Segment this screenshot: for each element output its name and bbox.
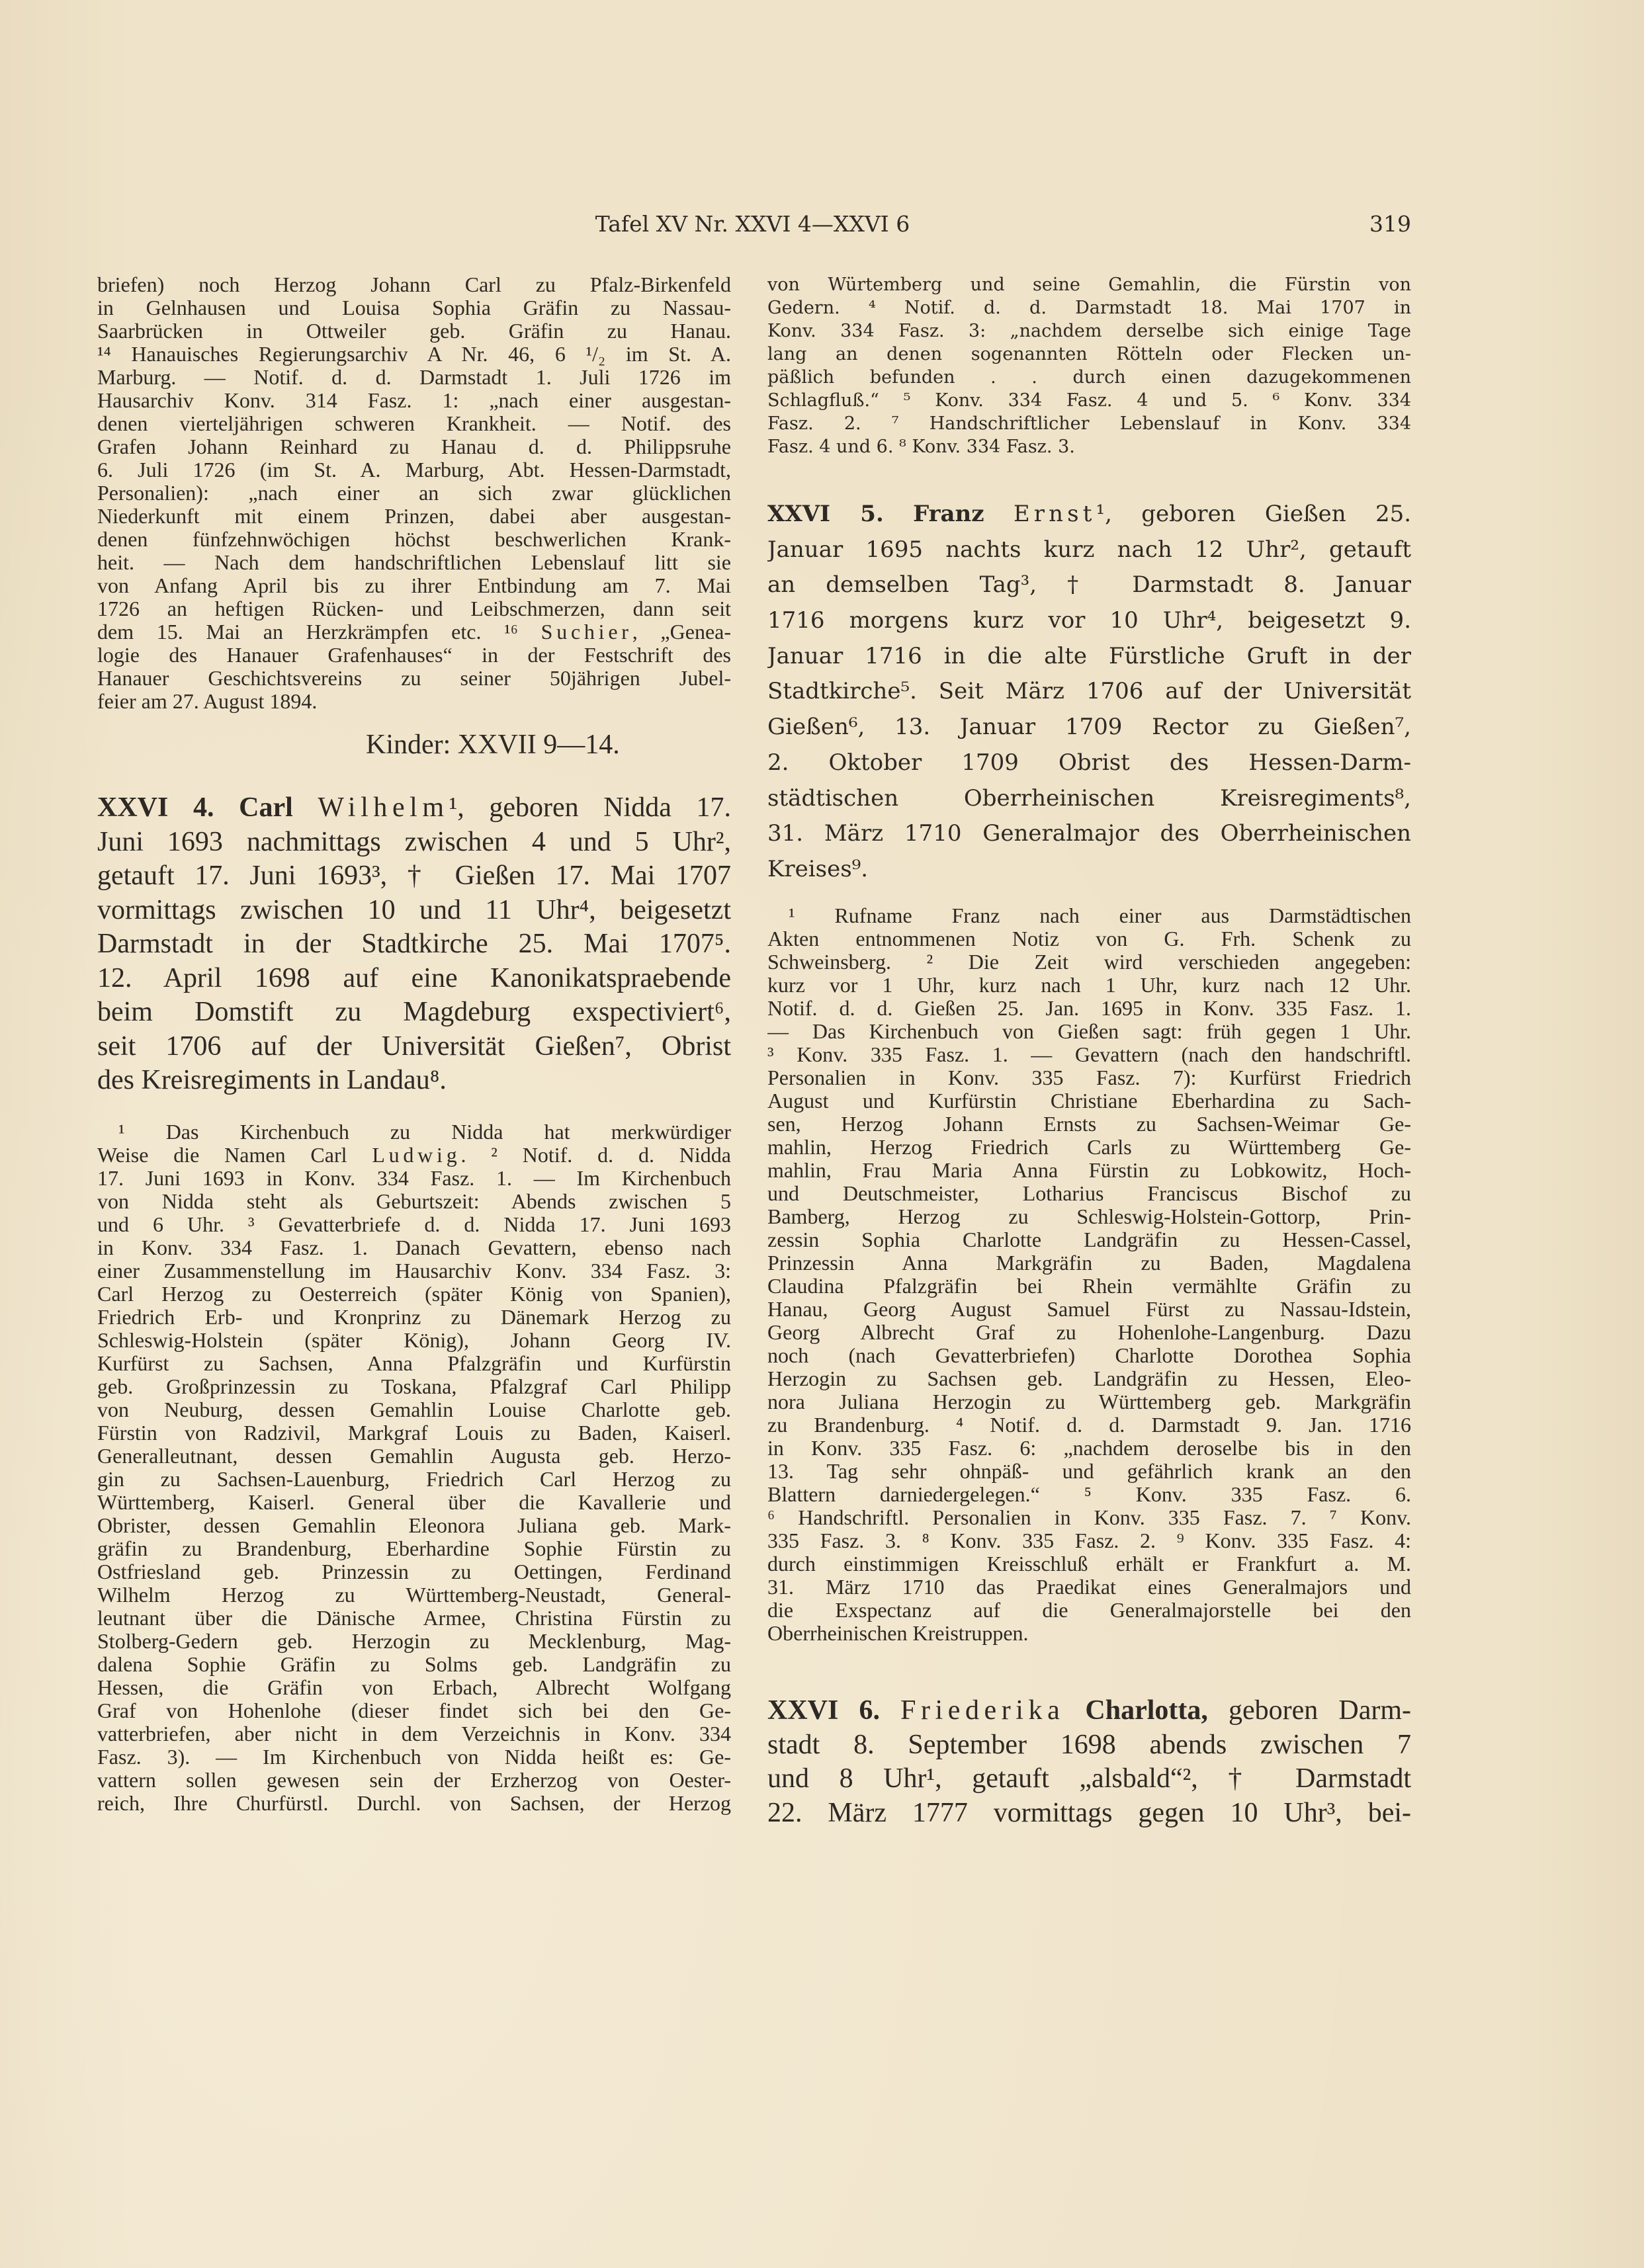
text-line: dalena Sophie Gräfin zu Solms geb. Landgräfin zu (97, 1653, 731, 1676)
text-line: von Neuburg, dessen Gemahlin Louise Charlotte geb. (97, 1398, 731, 1421)
text-line: denen vierteljährigen schweren Krankheit. — Notif. des (97, 412, 731, 435)
text-line: getauft 17. Juni 1693³, † Gießen 17. Mai 1707 (97, 861, 731, 891)
text-line: Konv. 334 Fasz. 3: „nachdem derselbe sich einige Tage (767, 321, 1411, 341)
text-line: beim Domstift zu Magdeburg exspectiviert⁶, (97, 997, 731, 1027)
text-line: Januar 1716 in die alte Fürstliche Gruft in der (767, 642, 1411, 669)
bold-text: Charlotta, (1085, 1695, 1208, 1726)
text-segment: geboren Darm- (1207, 1695, 1411, 1726)
text-line: städtischen Oberrheinischen Kreisregiments⁸, (767, 784, 1411, 812)
text-line (767, 1694, 1411, 1728)
text-line: zessin Sophia Charlotte Landgräfin zu Hessen-Cassel, (767, 1228, 1411, 1251)
text-line: 31. März 1710 das Praedikat eines Generalmajors und (767, 1575, 1411, 1599)
text-line: vormittags zwischen 10 und 11 Uhr⁴, beigesetzt (97, 894, 731, 925)
text-line: 12. April 1698 auf eine Kanonikatspraebende (97, 962, 731, 993)
entry-xxvi-4-footnotes (97, 1120, 731, 1815)
text-line: noch (nach Gevatterbriefen) Charlotte Dorothea Sophia (767, 1344, 1411, 1367)
text-line: und 8 Uhr¹, getauft „alsbald“², † Darmstadt (767, 1763, 1411, 1794)
text-line: Kurfürst zu Sachsen, Anna Pfalzgräfin und Kurfürstin (97, 1352, 731, 1375)
text-line: Saarbrücken in Ottweiler geb. Gräfin zu Hanau. (97, 319, 731, 343)
text-line: 6. Juli 1726 (im St. A. Marburg, Abt. Hessen-Darmstadt, (97, 458, 731, 482)
text-line: Generalleutnant, dessen Gemahlin Augusta geb. Herzo- (97, 1445, 731, 1468)
text-segment: . ² Notif. d. d. Nidda (460, 1144, 731, 1167)
bold-text: Carl (239, 792, 293, 823)
text-line: in Konv. 334 Fasz. 1. Danach Gevattern, ebenso nach (97, 1236, 731, 1259)
spaced-name: Wilhelm (318, 792, 449, 823)
text-line: in Konv. 335 Fasz. 6: „nachdem deroselbe bis in den (767, 1437, 1411, 1460)
text-line: 17. Juni 1693 in Konv. 334 Fasz. 1. — Im Kirchenbuch (97, 1167, 731, 1190)
text-line: Darmstadt in der Stadtkirche 25. Mai 1707⁵. (97, 929, 731, 959)
running-header: Tafel XV Nr. XXVI 4—XXVI 6 (595, 211, 910, 237)
children-reference: Kinder: XXVII 9—14. (366, 730, 620, 760)
text-line: denen fünfzehnwöchigen höchst beschwerlichen Krank- (97, 528, 731, 551)
text-line: reich, Ihre Churfürstl. Durchl. von Sachsen, der Herzog (97, 1792, 731, 1815)
text-line: Personalien): „nach einer an sich zwar glücklichen (97, 482, 731, 505)
spaced-name: Friederika (900, 1695, 1065, 1726)
text-line: Gedern. ⁴ Notif. d. d. Darmstadt 18. Mai 1707 in (767, 298, 1411, 318)
text-line: lang an denen sogenannten Rötteln oder Flecken un- (767, 344, 1411, 364)
text-line: an demselben Tag³, † Darmstadt 8. Januar (767, 571, 1411, 599)
text-line: ¹⁴ Hanauisches Regierungsarchiv A Nr. 46, 6 ¹/₂ im St. A. (97, 343, 731, 366)
entry-xxvi-4 (97, 791, 731, 1098)
text-line (97, 791, 731, 825)
text-line: seit 1706 auf der Universität Gießen⁷, Obrist (97, 1030, 731, 1062)
text-line: Graf von Hohenlohe (dieser findet sich bei den Ge- (97, 1699, 731, 1722)
text-line: mahlin, Frau Maria Anna Fürstin zu Lobkowitz, Hoch- (767, 1159, 1411, 1182)
text-line: sen, Herzog Johann Ernsts zu Sachsen-Weimar Ge- (767, 1113, 1411, 1136)
text-line: heit. — Nach dem handschriftlichen Lebenslauf litt sie (97, 551, 731, 574)
text-line: nora Juliana Herzogin zu Württemberg geb. Markgräfin (767, 1390, 1411, 1413)
text-segment: Weise die Namen Carl (97, 1144, 372, 1167)
spaced-name: Ernst (1013, 501, 1096, 527)
text-line: Juni 1693 nachmittags zwischen 4 und 5 Uhr², (97, 826, 731, 857)
text-line: August und Kurfürstin Christiane Eberhardina zu Sach- (767, 1089, 1411, 1113)
text-line: Notif. d. d. Gießen 25. Jan. 1695 in Konv. 335 Fasz. 1. (767, 997, 1411, 1020)
text-segment (214, 792, 239, 823)
text-line: zu Brandenburg. ⁴ Notif. d. d. Darmstadt 9. Jan. 1716 (767, 1413, 1411, 1437)
text-line: Hanauer Geschichtsvereins zu seiner 50jährigen Jubel- (97, 667, 731, 690)
text-segment (984, 501, 1014, 527)
text-line: Stolberg-Gedern geb. Herzogin zu Mecklenburg, Mag- (97, 1630, 731, 1653)
text-line: ⁶ Handschriftl. Personalien in Konv. 335 Fasz. 7. ⁷ Konv. (767, 1506, 1411, 1529)
text-line: Personalien in Konv. 335 Fasz. 7): Kurfürst Friedrich (767, 1066, 1411, 1089)
entry-xxvi-5 (767, 497, 1411, 888)
text-line: ¹ Das Kirchenbuch zu Nidda hat merkwürdiger (118, 1120, 731, 1144)
entry-xxvi-6 (767, 1694, 1411, 1830)
text-line: Marburg. — Notif. d. d. Darmstadt 1. Juli 1726 im (97, 366, 731, 389)
text-line: Oberrheinischen Kreistruppen. (767, 1622, 1029, 1645)
text-line: Fasz. 4 und 6. ⁸ Konv. 334 Fasz. 3. (767, 437, 1075, 457)
text-line: — Das Kirchenbuch von Gießen sagt: früh gegen 1 Uhr. (767, 1020, 1411, 1043)
text-line: 1716 morgens kurz vor 10 Uhr⁴, beigesetzt 9. (767, 607, 1411, 634)
text-line: 1726 an heftigen Rücken- und Leibschmerzen, dann seit (97, 597, 731, 620)
text-line: gräfin zu Brandenburg, Eberhardine Sophie Fürstin zu (97, 1537, 731, 1560)
text-line: feier am 27. August 1894. (97, 690, 318, 713)
entry-xxvi-5-footnotes (767, 904, 1411, 1645)
text-line: Schweinsberg. ² Die Zeit wird verschieden angegeben: (767, 950, 1411, 974)
spaced-name: Ludwig (372, 1144, 461, 1167)
text-line (97, 620, 731, 644)
text-segment: dem 15. Mai an Herzkrämpfen etc. ¹⁶ (97, 620, 541, 644)
text-line: Prinzessin Anna Markgräfin zu Baden, Magdalena (767, 1251, 1411, 1275)
text-line: 31. März 1710 Generalmajor des Oberrheinischen (767, 820, 1411, 847)
text-line: Bamberg, Herzog zu Schleswig-Holstein-Gottorp, Prin- (767, 1205, 1411, 1228)
text-line: 13. Tag sehr ohnpäß- und gefährlich krank an den (767, 1460, 1411, 1483)
text-line: einer Zusammenstellung im Hausarchiv Konv. 334 Fasz. 3: (97, 1259, 731, 1282)
text-segment (884, 501, 913, 527)
text-line: von Würtemberg und seine Gemahlin, die Fürstin von (767, 274, 1411, 295)
text-line: Schlagfluß.“ ⁵ Konv. 334 Fasz. 4 und 5. ⁶ Konv. 334 (767, 390, 1411, 411)
text-line: von Nidda steht als Geburtszeit: Abends zwischen 5 (97, 1190, 731, 1213)
text-line (767, 497, 1411, 532)
text-line: Hanau, Georg August Samuel Fürst zu Nassau-Idstein, (767, 1298, 1411, 1321)
text-line: Fürstin von Radzivil, Markgraf Louis zu Baden, Kaiserl. (97, 1421, 731, 1445)
text-line: päßlich befunden . . durch einen dazugekommenen (767, 367, 1411, 388)
text-line: Herzogin zu Sachsen geb. Landgräfin zu Hessen, Eleo- (767, 1367, 1411, 1390)
text-line: Akten entnommenen Notiz von G. Frh. Schenk zu (767, 927, 1411, 950)
text-line: und 6 Uhr. ³ Gevatterbriefe d. d. Nidda 17. Juni 1693 (97, 1213, 731, 1236)
text-line: Niederkunft mit einem Prinzen, dabei aber ausgestan- (97, 505, 731, 528)
text-line: Obrister, dessen Gemahlin Eleonora Juliana geb. Mark- (97, 1514, 731, 1537)
text-segment: ¹, geboren Nidda 17. (449, 792, 731, 823)
text-line: von Anfang April bis zu ihrer Entbindung am 7. Mai (97, 574, 731, 597)
text-line: geb. Großprinzessin zu Toskana, Pfalzgraf Carl Philipp (97, 1375, 731, 1398)
bold-text: XXVI 4. (97, 792, 214, 823)
text-line: kurz vor 1 Uhr, kurz nach 1 Uhr, kurz nach 12 Uhr. (767, 974, 1411, 997)
text-line: vatterbriefen, aber nicht in dem Verzeichnis in Konv. 334 (97, 1722, 731, 1745)
text-line: briefen) noch Herzog Johann Carl zu Pfalz-Birkenfeld (97, 273, 731, 296)
text-line (97, 1144, 731, 1167)
text-segment: , „Genea- (632, 620, 731, 644)
text-line: die Exspectanz auf die Generalmajorstelle bei den (767, 1599, 1411, 1622)
right-footnotes-continued (767, 273, 1411, 458)
text-line: Januar 1695 nachts kurz nach 12 Uhr², getauft (767, 536, 1411, 563)
text-segment (1064, 1695, 1085, 1726)
text-line: vattern sollen gewesen sein der Erzherzog von Oester- (97, 1769, 731, 1792)
text-segment (293, 792, 318, 823)
text-line: Württemberg, Kaiserl. General über die Kavallerie und (97, 1491, 731, 1514)
bold-text: XXVI 6. (767, 1695, 880, 1726)
text-line: Blattern darniedergelegen.“ ⁵ Konv. 335 Fasz. 6. (767, 1483, 1411, 1506)
text-line: Stadtkirche⁵. Seit März 1706 auf der Universität (767, 678, 1411, 705)
text-line: ¹ Rufname Franz nach einer aus Darmstädtischen (789, 904, 1411, 927)
text-line: 22. März 1777 vormittags gegen 10 Uhr³, bei- (767, 1797, 1411, 1828)
text-line: und Deutschmeister, Lotharius Franciscus Bischof zu (767, 1182, 1411, 1205)
left-footnotes-continued (97, 273, 731, 713)
text-segment: ¹, geboren Gießen 25. (1096, 501, 1411, 527)
text-line: logie des Hanauer Grafenhauses“ in der Festschrift des (97, 644, 731, 667)
text-line: Hessen, die Gräfin von Erbach, Albrecht Wolfgang (97, 1676, 731, 1699)
bold-text: Franz (913, 501, 984, 527)
text-line: 2. Oktober 1709 Obrist des Hessen-Darm- (767, 749, 1411, 776)
text-line: Georg Albrecht Graf zu Hohenlohe-Langenburg. Dazu (767, 1321, 1411, 1344)
text-line: Grafen Johann Reinhard zu Hanau d. d. Philippsruhe (97, 435, 731, 458)
text-line: des Kreisregiments in Landau⁸. (97, 1065, 447, 1095)
text-line: Hausarchiv Konv. 314 Fasz. 1: „nach einer ausgestan- (97, 389, 731, 412)
text-line: Carl Herzog zu Oesterreich (später König von Spanien), (97, 1282, 731, 1306)
text-line: stadt 8. September 1698 abends zwischen 7 (767, 1729, 1411, 1760)
text-line: gin zu Sachsen-Lauenburg, Friedrich Carl Herzog zu (97, 1468, 731, 1491)
text-line: Gießen⁶, 13. Januar 1709 Rector zu Gießen⁷, (767, 714, 1411, 741)
text-line: Wilhelm Herzog zu Württemberg-Neustadt, General- (97, 1583, 731, 1607)
text-line: durch einstimmigen Kreisschluß erhält er Frankfurt a. M. (767, 1552, 1411, 1575)
text-line: Fasz. 3). — Im Kirchenbuch von Nidda heißt es: Ge- (97, 1745, 731, 1769)
spaced-name: Suchier (541, 620, 632, 644)
text-line: ³ Konv. 335 Fasz. 1. — Gevattern (nach den handschriftl. (767, 1043, 1411, 1066)
text-line: mahlin, Herzog Friedrich Carls zu Württemberg Ge- (767, 1136, 1411, 1159)
text-line: Schleswig-Holstein (später König), Johann Georg IV. (97, 1329, 731, 1352)
text-line: Kreises⁹. (767, 855, 869, 882)
text-line: Ostfriesland geb. Prinzessin zu Oettingen, Ferdinand (97, 1560, 731, 1583)
text-line: in Gelnhausen und Louisa Sophia Gräfin zu Nassau- (97, 296, 731, 319)
text-segment (880, 1695, 900, 1726)
text-line: 335 Fasz. 3. ⁸ Konv. 335 Fasz. 2. ⁹ Konv. 335 Fasz. 4: (767, 1529, 1411, 1552)
bold-text: XXVI 5. (767, 501, 884, 527)
text-line: Claudina Pfalzgräfin bei Rhein vermählte Gräfin zu (767, 1275, 1411, 1298)
text-line: leutnant über die Dänische Armee, Christina Fürstin zu (97, 1607, 731, 1630)
text-line: Friedrich Erb- und Kronprinz zu Dänemark Herzog zu (97, 1306, 731, 1329)
text-line: Fasz. 2. ⁷ Handschriftlicher Lebenslauf in Konv. 334 (767, 413, 1411, 434)
page-number: 319 (1369, 211, 1411, 237)
